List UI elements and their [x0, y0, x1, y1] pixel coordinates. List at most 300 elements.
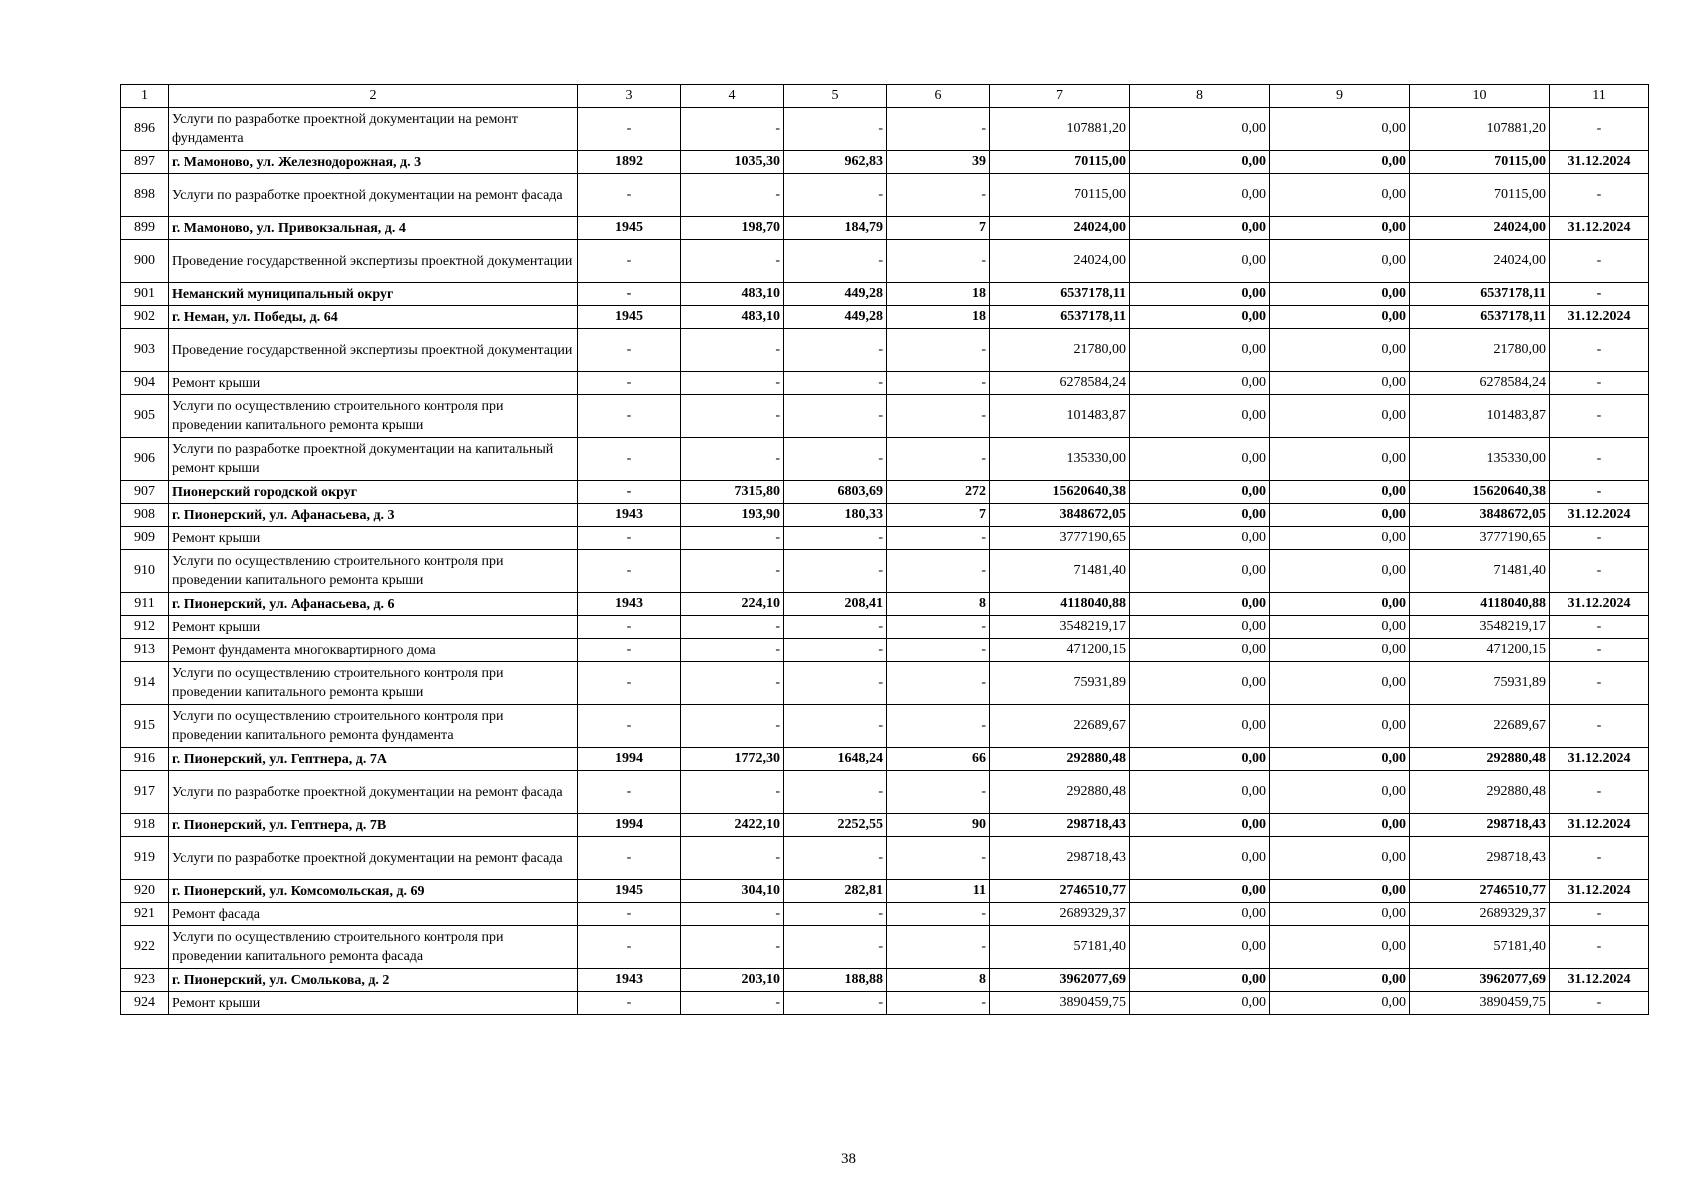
- header-cell: 9: [1270, 85, 1410, 108]
- residents-cell: -: [887, 395, 990, 438]
- area-total-cell: 304,10: [681, 880, 784, 903]
- budget-cell: 0,00: [1270, 151, 1410, 174]
- budget-cell: 0,00: [1270, 616, 1410, 639]
- residents-cell: 272: [887, 481, 990, 504]
- table-row-address: [121, 481, 1649, 504]
- total-cost-cell: 70115,00: [990, 151, 1130, 174]
- deadline-cell: 31.12.2024: [1550, 969, 1649, 992]
- total-cost-cell: 24024,00: [990, 240, 1130, 283]
- year-cell: -: [578, 771, 681, 814]
- fund-cell: 0,00: [1130, 616, 1270, 639]
- total-cost-cell: 15620640,38: [990, 481, 1130, 504]
- table-row-work: [121, 771, 1649, 814]
- table-row-address: [121, 593, 1649, 616]
- year-cell: -: [578, 527, 681, 550]
- fund-cell: 0,00: [1130, 748, 1270, 771]
- fund-cell: 0,00: [1130, 639, 1270, 662]
- total-cost-cell: 6537178,11: [990, 306, 1130, 329]
- total-cost-cell: 298718,43: [990, 837, 1130, 880]
- fund-cell: 0,00: [1130, 992, 1270, 1015]
- area-total-cell: -: [681, 108, 784, 151]
- year-cell: -: [578, 283, 681, 306]
- row-number-cell: 906: [121, 438, 169, 481]
- fund-cell: 0,00: [1130, 969, 1270, 992]
- header-cell: 6: [887, 85, 990, 108]
- name-cell: Услуги по осуществлению строительного контроля при проведении капитального ремонта фасада: [169, 926, 578, 969]
- residents-cell: -: [887, 903, 990, 926]
- deadline-cell: -: [1550, 837, 1649, 880]
- row-number-cell: 924: [121, 992, 169, 1015]
- owner-funds-cell: 298718,43: [1410, 837, 1550, 880]
- year-cell: -: [578, 639, 681, 662]
- area-total-cell: -: [681, 550, 784, 593]
- row-number-cell: 900: [121, 240, 169, 283]
- residents-cell: -: [887, 926, 990, 969]
- residents-cell: -: [887, 992, 990, 1015]
- owner-funds-cell: 3777190,65: [1410, 527, 1550, 550]
- area-living-cell: 1648,24: [784, 748, 887, 771]
- budget-cell: 0,00: [1270, 662, 1410, 705]
- area-living-cell: -: [784, 174, 887, 217]
- table-row-address: [121, 814, 1649, 837]
- fund-cell: 0,00: [1130, 217, 1270, 240]
- area-total-cell: -: [681, 527, 784, 550]
- area-total-cell: 198,70: [681, 217, 784, 240]
- owner-funds-cell: 70115,00: [1410, 151, 1550, 174]
- area-living-cell: -: [784, 926, 887, 969]
- deadline-cell: -: [1550, 992, 1649, 1015]
- table-row-work: [121, 616, 1649, 639]
- table-row-address: [121, 217, 1649, 240]
- deadline-cell: 31.12.2024: [1550, 748, 1649, 771]
- total-cost-cell: 21780,00: [990, 329, 1130, 372]
- area-living-cell: -: [784, 616, 887, 639]
- name-cell: г. Мамоново, ул. Железнодорожная, д. 3: [169, 151, 578, 174]
- residents-cell: -: [887, 240, 990, 283]
- area-total-cell: 1035,30: [681, 151, 784, 174]
- fund-cell: 0,00: [1130, 240, 1270, 283]
- area-total-cell: -: [681, 705, 784, 748]
- row-number-cell: 916: [121, 748, 169, 771]
- fund-cell: 0,00: [1130, 527, 1270, 550]
- name-cell: г. Пионерский, ул. Гептнера, д. 7В: [169, 814, 578, 837]
- table-row-work: [121, 550, 1649, 593]
- year-cell: -: [578, 992, 681, 1015]
- owner-funds-cell: 3848672,05: [1410, 504, 1550, 527]
- owner-funds-cell: 6278584,24: [1410, 372, 1550, 395]
- name-cell: г. Неман, ул. Победы, д. 64: [169, 306, 578, 329]
- area-living-cell: -: [784, 108, 887, 151]
- budget-cell: 0,00: [1270, 240, 1410, 283]
- residents-cell: 8: [887, 593, 990, 616]
- name-cell: г. Пионерский, ул. Комсомольская, д. 69: [169, 880, 578, 903]
- year-cell: -: [578, 108, 681, 151]
- residents-cell: 11: [887, 880, 990, 903]
- year-cell: -: [578, 705, 681, 748]
- owner-funds-cell: 6537178,11: [1410, 283, 1550, 306]
- name-cell: Ремонт крыши: [169, 372, 578, 395]
- year-cell: 1945: [578, 880, 681, 903]
- budget-cell: 0,00: [1270, 903, 1410, 926]
- budget-cell: 0,00: [1270, 837, 1410, 880]
- row-number-cell: 911: [121, 593, 169, 616]
- residents-cell: 18: [887, 283, 990, 306]
- row-number-cell: 902: [121, 306, 169, 329]
- row-number-cell: 920: [121, 880, 169, 903]
- deadline-cell: -: [1550, 639, 1649, 662]
- area-living-cell: -: [784, 550, 887, 593]
- year-cell: -: [578, 395, 681, 438]
- fund-cell: 0,00: [1130, 593, 1270, 616]
- residents-cell: 8: [887, 969, 990, 992]
- budget-cell: 0,00: [1270, 174, 1410, 217]
- residents-cell: -: [887, 108, 990, 151]
- table-row-work: [121, 240, 1649, 283]
- area-total-cell: -: [681, 438, 784, 481]
- area-living-cell: -: [784, 240, 887, 283]
- table-row-work: [121, 108, 1649, 151]
- area-total-cell: -: [681, 329, 784, 372]
- page-number: 38: [841, 1151, 856, 1167]
- row-number-cell: 917: [121, 771, 169, 814]
- area-living-cell: 449,28: [784, 306, 887, 329]
- owner-funds-cell: 75931,89: [1410, 662, 1550, 705]
- residents-cell: 7: [887, 504, 990, 527]
- name-cell: г. Пионерский, ул. Смолькова, д. 2: [169, 969, 578, 992]
- header-cell: 10: [1410, 85, 1550, 108]
- budget-cell: 0,00: [1270, 329, 1410, 372]
- deadline-cell: 31.12.2024: [1550, 151, 1649, 174]
- deadline-cell: 31.12.2024: [1550, 217, 1649, 240]
- total-cost-cell: 4118040,88: [990, 593, 1130, 616]
- name-cell: г. Пионерский, ул. Гептнера, д. 7А: [169, 748, 578, 771]
- area-total-cell: -: [681, 992, 784, 1015]
- table-row-work: [121, 639, 1649, 662]
- budget-cell: 0,00: [1270, 705, 1410, 748]
- total-cost-cell: 101483,87: [990, 395, 1130, 438]
- table-row-work: [121, 903, 1649, 926]
- year-cell: -: [578, 662, 681, 705]
- year-cell: -: [578, 837, 681, 880]
- header-cell: 5: [784, 85, 887, 108]
- table-row-work: [121, 992, 1649, 1015]
- deadline-cell: -: [1550, 705, 1649, 748]
- fund-cell: 0,00: [1130, 837, 1270, 880]
- budget-cell: 0,00: [1270, 504, 1410, 527]
- residents-cell: -: [887, 662, 990, 705]
- deadline-cell: -: [1550, 372, 1649, 395]
- owner-funds-cell: 292880,48: [1410, 748, 1550, 771]
- total-cost-cell: 107881,20: [990, 108, 1130, 151]
- area-total-cell: -: [681, 639, 784, 662]
- owner-funds-cell: 57181,40: [1410, 926, 1550, 969]
- total-cost-cell: 292880,48: [990, 748, 1130, 771]
- area-total-cell: -: [681, 174, 784, 217]
- budget-cell: 0,00: [1270, 880, 1410, 903]
- total-cost-cell: 2746510,77: [990, 880, 1130, 903]
- owner-funds-cell: 471200,15: [1410, 639, 1550, 662]
- total-cost-cell: 57181,40: [990, 926, 1130, 969]
- year-cell: -: [578, 174, 681, 217]
- fund-cell: 0,00: [1130, 880, 1270, 903]
- table-row-address: [121, 504, 1649, 527]
- table-row-address: [121, 306, 1649, 329]
- area-living-cell: 962,83: [784, 151, 887, 174]
- fund-cell: 0,00: [1130, 662, 1270, 705]
- fund-cell: 0,00: [1130, 926, 1270, 969]
- row-number-cell: 919: [121, 837, 169, 880]
- row-number-cell: 905: [121, 395, 169, 438]
- area-total-cell: -: [681, 662, 784, 705]
- name-cell: Проведение государственной экспертизы проектной документации: [169, 240, 578, 283]
- residents-cell: 90: [887, 814, 990, 837]
- deadline-cell: 31.12.2024: [1550, 814, 1649, 837]
- area-living-cell: 449,28: [784, 283, 887, 306]
- owner-funds-cell: 6537178,11: [1410, 306, 1550, 329]
- area-living-cell: -: [784, 395, 887, 438]
- deadline-cell: 31.12.2024: [1550, 880, 1649, 903]
- budget-cell: 0,00: [1270, 481, 1410, 504]
- area-living-cell: 282,81: [784, 880, 887, 903]
- deadline-cell: -: [1550, 903, 1649, 926]
- total-cost-cell: 3777190,65: [990, 527, 1130, 550]
- deadline-cell: -: [1550, 550, 1649, 593]
- total-cost-cell: 3962077,69: [990, 969, 1130, 992]
- name-cell: г. Пионерский, ул. Афанасьева, д. 3: [169, 504, 578, 527]
- fund-cell: 0,00: [1130, 395, 1270, 438]
- area-total-cell: 193,90: [681, 504, 784, 527]
- area-total-cell: -: [681, 616, 784, 639]
- owner-funds-cell: 292880,48: [1410, 771, 1550, 814]
- year-cell: 1994: [578, 814, 681, 837]
- row-number-cell: 914: [121, 662, 169, 705]
- year-cell: 1943: [578, 593, 681, 616]
- total-cost-cell: 135330,00: [990, 438, 1130, 481]
- area-total-cell: 224,10: [681, 593, 784, 616]
- name-cell: г. Мамоново, ул. Привокзальная, д. 4: [169, 217, 578, 240]
- row-number-cell: 909: [121, 527, 169, 550]
- budget-cell: 0,00: [1270, 639, 1410, 662]
- row-number-cell: 912: [121, 616, 169, 639]
- residents-cell: -: [887, 616, 990, 639]
- owner-funds-cell: 3962077,69: [1410, 969, 1550, 992]
- name-cell: Услуги по разработке проектной документации на ремонт фасада: [169, 174, 578, 217]
- fund-cell: 0,00: [1130, 504, 1270, 527]
- budget-cell: 0,00: [1270, 992, 1410, 1015]
- fund-cell: 0,00: [1130, 174, 1270, 217]
- fund-cell: 0,00: [1130, 306, 1270, 329]
- name-cell: Ремонт крыши: [169, 992, 578, 1015]
- residents-cell: -: [887, 771, 990, 814]
- owner-funds-cell: 107881,20: [1410, 108, 1550, 151]
- deadline-cell: -: [1550, 108, 1649, 151]
- owner-funds-cell: 15620640,38: [1410, 481, 1550, 504]
- area-living-cell: -: [784, 705, 887, 748]
- area-total-cell: 7315,80: [681, 481, 784, 504]
- residents-cell: -: [887, 639, 990, 662]
- row-number-cell: 901: [121, 283, 169, 306]
- area-total-cell: 2422,10: [681, 814, 784, 837]
- area-living-cell: -: [784, 771, 887, 814]
- budget-cell: 0,00: [1270, 550, 1410, 593]
- year-cell: 1945: [578, 217, 681, 240]
- deadline-cell: -: [1550, 438, 1649, 481]
- total-cost-cell: 471200,15: [990, 639, 1130, 662]
- owner-funds-cell: 4118040,88: [1410, 593, 1550, 616]
- table-row-work: [121, 527, 1649, 550]
- deadline-cell: -: [1550, 662, 1649, 705]
- fund-cell: 0,00: [1130, 481, 1270, 504]
- table-row-work: [121, 329, 1649, 372]
- area-living-cell: 6803,69: [784, 481, 887, 504]
- total-cost-cell: 24024,00: [990, 217, 1130, 240]
- row-number-cell: 898: [121, 174, 169, 217]
- area-living-cell: 208,41: [784, 593, 887, 616]
- table-row-work: [121, 395, 1649, 438]
- owner-funds-cell: 21780,00: [1410, 329, 1550, 372]
- row-number-cell: 903: [121, 329, 169, 372]
- table-row-address: [121, 283, 1649, 306]
- area-living-cell: -: [784, 372, 887, 395]
- budget-cell: 0,00: [1270, 748, 1410, 771]
- deadline-cell: 31.12.2024: [1550, 306, 1649, 329]
- row-number-cell: 896: [121, 108, 169, 151]
- residents-cell: -: [887, 372, 990, 395]
- year-cell: -: [578, 240, 681, 283]
- area-living-cell: -: [784, 903, 887, 926]
- owner-funds-cell: 70115,00: [1410, 174, 1550, 217]
- table-row-work: [121, 174, 1649, 217]
- residents-cell: -: [887, 174, 990, 217]
- fund-cell: 0,00: [1130, 771, 1270, 814]
- total-cost-cell: 2689329,37: [990, 903, 1130, 926]
- year-cell: -: [578, 372, 681, 395]
- deadline-cell: -: [1550, 395, 1649, 438]
- total-cost-cell: 75931,89: [990, 662, 1130, 705]
- area-total-cell: 203,10: [681, 969, 784, 992]
- deadline-cell: 31.12.2024: [1550, 504, 1649, 527]
- total-cost-cell: 71481,40: [990, 550, 1130, 593]
- fund-cell: 0,00: [1130, 550, 1270, 593]
- table-row-work: [121, 837, 1649, 880]
- row-number-cell: 897: [121, 151, 169, 174]
- year-cell: 1892: [578, 151, 681, 174]
- name-cell: г. Пионерский, ул. Афанасьева, д. 6: [169, 593, 578, 616]
- residents-cell: 66: [887, 748, 990, 771]
- budget-cell: 0,00: [1270, 814, 1410, 837]
- table-row-work: [121, 372, 1649, 395]
- area-living-cell: 180,33: [784, 504, 887, 527]
- owner-funds-cell: 2689329,37: [1410, 903, 1550, 926]
- area-living-cell: -: [784, 992, 887, 1015]
- table-row-address: [121, 748, 1649, 771]
- deadline-cell: -: [1550, 329, 1649, 372]
- name-cell: Ремонт крыши: [169, 616, 578, 639]
- row-number-cell: 923: [121, 969, 169, 992]
- fund-cell: 0,00: [1130, 329, 1270, 372]
- header-cell: 11: [1550, 85, 1649, 108]
- name-cell: Услуги по осуществлению строительного контроля при проведении капитального ремонта крыши: [169, 395, 578, 438]
- year-cell: -: [578, 550, 681, 593]
- budget-cell: 0,00: [1270, 108, 1410, 151]
- budget-cell: 0,00: [1270, 771, 1410, 814]
- fund-cell: 0,00: [1130, 705, 1270, 748]
- budget-cell: 0,00: [1270, 395, 1410, 438]
- area-total-cell: -: [681, 903, 784, 926]
- owner-funds-cell: 2746510,77: [1410, 880, 1550, 903]
- name-cell: Услуги по разработке проектной документации на капитальный ремонт крыши: [169, 438, 578, 481]
- total-cost-cell: 292880,48: [990, 771, 1130, 814]
- row-number-cell: 921: [121, 903, 169, 926]
- residents-cell: 18: [887, 306, 990, 329]
- name-cell: Услуги по осуществлению строительного контроля при проведении капитального ремонта крыши: [169, 662, 578, 705]
- header-row: [121, 85, 1649, 108]
- header-cell: 1: [121, 85, 169, 108]
- residents-cell: -: [887, 705, 990, 748]
- residents-cell: -: [887, 527, 990, 550]
- budget-cell: 0,00: [1270, 283, 1410, 306]
- budget-cell: 0,00: [1270, 926, 1410, 969]
- area-total-cell: -: [681, 837, 784, 880]
- area-living-cell: -: [784, 527, 887, 550]
- header-cell: 8: [1130, 85, 1270, 108]
- owner-funds-cell: 3890459,75: [1410, 992, 1550, 1015]
- name-cell: Услуги по осуществлению строительного контроля при проведении капитального ремонта фундамента: [169, 705, 578, 748]
- area-total-cell: -: [681, 771, 784, 814]
- name-cell: Услуги по разработке проектной документации на ремонт фасада: [169, 771, 578, 814]
- row-number-cell: 922: [121, 926, 169, 969]
- residents-cell: -: [887, 550, 990, 593]
- owner-funds-cell: 135330,00: [1410, 438, 1550, 481]
- area-total-cell: 483,10: [681, 306, 784, 329]
- data-table: [120, 84, 1649, 1015]
- budget-cell: 0,00: [1270, 527, 1410, 550]
- total-cost-cell: 6537178,11: [990, 283, 1130, 306]
- owner-funds-cell: 298718,43: [1410, 814, 1550, 837]
- row-number-cell: 899: [121, 217, 169, 240]
- header-cell: 4: [681, 85, 784, 108]
- row-number-cell: 908: [121, 504, 169, 527]
- table-row-address: [121, 151, 1649, 174]
- owner-funds-cell: 22689,67: [1410, 705, 1550, 748]
- total-cost-cell: 6278584,24: [990, 372, 1130, 395]
- year-cell: -: [578, 926, 681, 969]
- area-total-cell: 483,10: [681, 283, 784, 306]
- budget-cell: 0,00: [1270, 969, 1410, 992]
- name-cell: Услуги по осуществлению строительного контроля при проведении капитального ремонта крыши: [169, 550, 578, 593]
- row-number-cell: 915: [121, 705, 169, 748]
- year-cell: -: [578, 903, 681, 926]
- budget-cell: 0,00: [1270, 306, 1410, 329]
- area-total-cell: -: [681, 240, 784, 283]
- total-cost-cell: 298718,43: [990, 814, 1130, 837]
- budget-cell: 0,00: [1270, 593, 1410, 616]
- header-cell: 2: [169, 85, 578, 108]
- deadline-cell: -: [1550, 283, 1649, 306]
- fund-cell: 0,00: [1130, 372, 1270, 395]
- name-cell: Ремонт фундамента многоквартирного дома: [169, 639, 578, 662]
- total-cost-cell: 3890459,75: [990, 992, 1130, 1015]
- table-body: [121, 85, 1649, 1015]
- owner-funds-cell: 101483,87: [1410, 395, 1550, 438]
- year-cell: -: [578, 438, 681, 481]
- name-cell: Услуги по разработке проектной документации на ремонт фундамента: [169, 108, 578, 151]
- area-living-cell: 184,79: [784, 217, 887, 240]
- area-living-cell: -: [784, 837, 887, 880]
- year-cell: 1945: [578, 306, 681, 329]
- deadline-cell: -: [1550, 771, 1649, 814]
- residents-cell: 7: [887, 217, 990, 240]
